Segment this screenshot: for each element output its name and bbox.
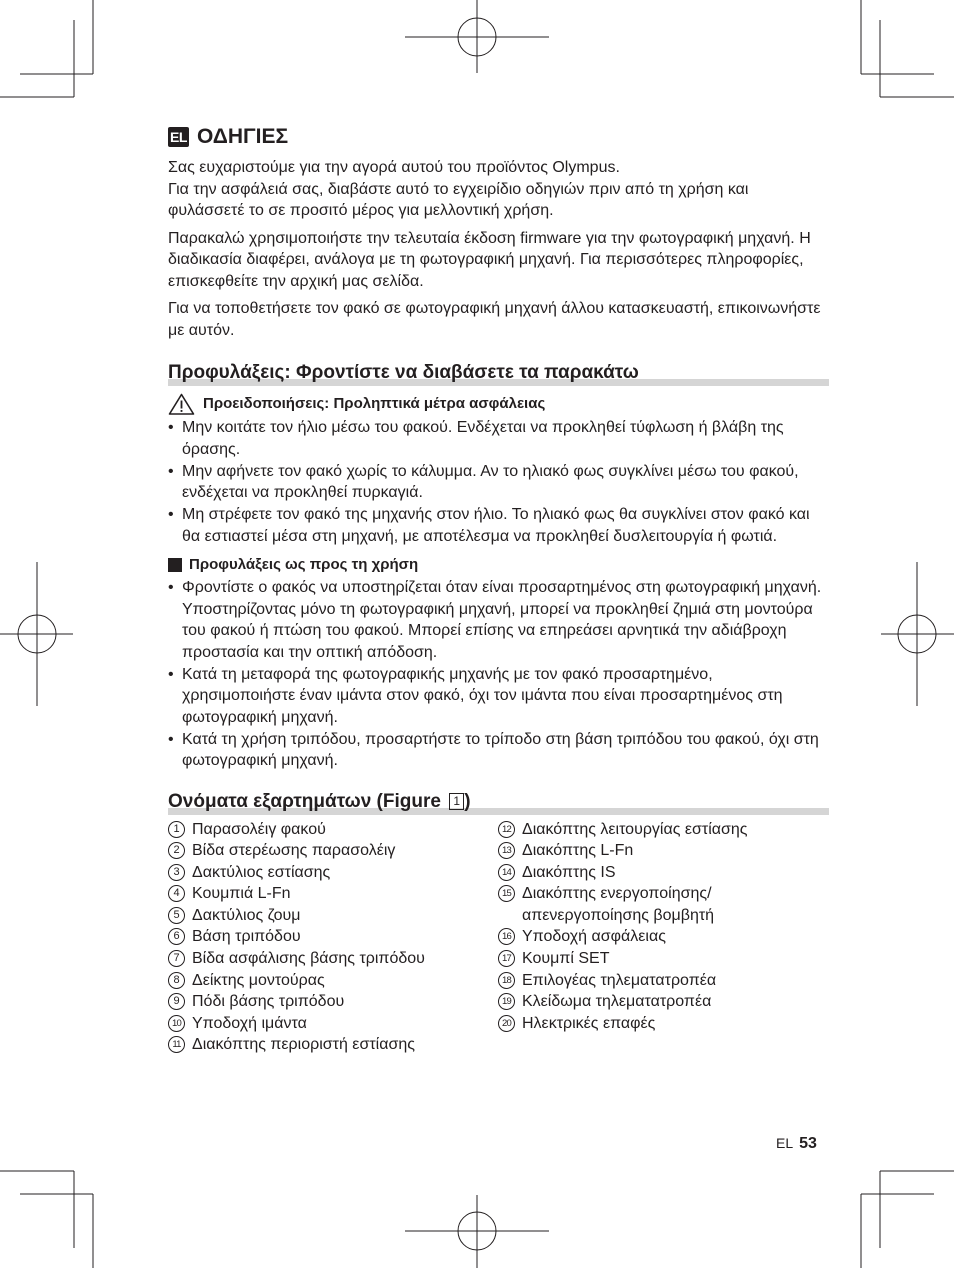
parts-heading-label: Ονόματα εξαρτημάτων (Figure: [168, 790, 441, 812]
circled-number: 3: [168, 864, 185, 881]
intro-paragraph-1: [168, 157, 828, 222]
list-item-text: Μην αφήνετε τον φακό χωρίς το κάλυμμα. Αν το ηλιακό φως συγκλίνει μέσω του φακού, ενδέχεται να προκληθεί πυρκαγιά.: [182, 462, 799, 501]
circled-number: 16: [498, 928, 515, 945]
manual-page: [168, 124, 828, 1056]
circled-number: 1: [168, 821, 185, 838]
part-label: Πόδι βάσης τριπόδου: [192, 993, 345, 1011]
circled-number: 20: [498, 1015, 515, 1032]
part-label: Κουμπιά L-Fn: [192, 885, 291, 903]
part-label: Παρασολέιγ φακού: [192, 820, 326, 838]
list-item-text: Φροντίστε ο φακός να υποστηρίζεται όταν είναι προσαρτημένος στη φωτογραφική μηχανή. Υποστηρίζοντας μόνο τη φωτογραφική μηχανή, μπορεί να προκληθεί ζημιά στη μοντούρα του φακού ή πτώση του φακού. Μπορεί επίσης να επηρεάσει αρνητικά την αδιάβροχη προστασία και την οπτική απόδοση.: [182, 579, 822, 661]
part-item: [498, 991, 828, 1013]
part-item: [498, 840, 828, 862]
part-item: [168, 926, 498, 948]
part-label: Κλείδωμα τηλεματατροπέα: [522, 993, 712, 1011]
part-item: [498, 1013, 828, 1035]
warnings-heading-text: Προειδοποιήσεις: Προληπτικά μέτρα ασφάλειας: [203, 395, 546, 412]
list-item-text: Κατά τη χρήση τριπόδου, προσαρτήστε το τρίποδο στη βάση τριπόδου του φακού, όχι στη φωτογραφική μηχανή.: [182, 730, 819, 769]
part-item: [168, 1013, 498, 1035]
footer-language: EL: [776, 1135, 794, 1151]
part-item: [498, 819, 828, 841]
part-label: Βίδα στερέωσης παρασολέιγ: [192, 842, 396, 860]
part-item: [498, 948, 828, 970]
part-item: [168, 905, 498, 927]
circled-number: 2: [168, 842, 185, 859]
page-footer: [776, 1133, 817, 1154]
intro-text-2: Παρακαλώ χρησιμοποιήστε την τελευταία έκδοση firmware για την φωτογραφική μηχανή. Η διαδικασία διαφέρει, ανάλογα με τη φωτογραφική μηχανή. Για περισσότερες πληροφορίες, επισκεφθείτε την αρχική μας σελίδα.: [168, 229, 811, 290]
list-item-text: Μην κοιτάτε τον ήλιο μέσω του φακού. Ενδέχεται να προκληθεί τύφλωση ή βλάβη της όρασης.: [182, 419, 784, 458]
part-item: [168, 970, 498, 992]
part-label: Κουμπί SET: [522, 950, 610, 968]
part-item: [168, 862, 498, 884]
intro-text-1: Σας ευχαριστούμε για την αγορά αυτού του προϊόντος Olympus. Για την ασφάλειά σας, διαβάστε αυτό το εγχειρίδιο οδηγιών πριν από τη χρήση και φυλάσσετέ το σε προσιτό μέρος για μελλοντική χρήση.: [168, 159, 749, 219]
circled-number: 4: [168, 885, 185, 902]
list-item: • Μη στρέφετε τον φακό της μηχανής στον ήλιο. Το ηλιακό φως θα συγκλίνει στον φακό και θα εστιαστεί μέσα στη μηχανή, με αποτέλεσμα να προκληθεί δυσλειτουργία ή φωτιά.: [168, 506, 810, 545]
part-label: Δακτύλιος εστίασης: [192, 863, 331, 881]
part-item: [168, 991, 498, 1013]
part-label: Διακόπτης IS: [522, 863, 616, 881]
part-label: Βίδα ασφάλισης βάσης τριπόδου: [192, 950, 425, 968]
part-item: [168, 819, 498, 841]
part-item: [498, 883, 828, 926]
part-label: Επιλογέας τηλεματατροπέα: [522, 971, 717, 989]
parts-column-left: [168, 819, 498, 1057]
circled-number: 11: [168, 1036, 185, 1053]
part-label: Υποδοχή ασφάλειας: [522, 928, 666, 946]
page-title: [168, 124, 828, 150]
usage-heading-text: Προφυλάξεις ως προς τη χρήση: [189, 556, 419, 573]
list-item: • Κατά τη χρήση τριπόδου, προσαρτήστε το τρίποδο στη βάση τριπόδου του φακού, όχι στη φωτογραφική μηχανή.: [168, 730, 819, 769]
circled-number: 6: [168, 928, 185, 945]
black-square-icon: [168, 558, 182, 572]
warnings-list: [168, 417, 828, 547]
parts-column-right: [498, 819, 828, 1057]
circled-number: 19: [498, 993, 515, 1010]
parts-heading: [168, 790, 828, 814]
part-label: Διακόπτης ενεργοποίησης/ απενεργοποίησης βομβητή: [522, 885, 715, 924]
precautions-heading: [168, 361, 828, 385]
parts-heading-text: [168, 791, 471, 812]
part-label: Ηλεκτρικές επαφές: [522, 1014, 656, 1032]
circled-number: 18: [498, 972, 515, 989]
figure-number-box: 1: [449, 793, 464, 810]
parts-heading-close: ): [464, 790, 471, 812]
list-item: • Κατά τη μεταφορά της φωτογραφικής μηχανής με τον φακό προσαρτημένο, χρησιμοποιήστε έναν ιμάντα στον φακό, όχι τον ιμάντα που είναι προσαρτημένος στη φωτογραφική μηχανή.: [168, 665, 783, 726]
parts-list: [168, 819, 828, 1057]
circled-number: 8: [168, 972, 185, 989]
circled-number: 17: [498, 950, 515, 967]
part-label: Βάση τριπόδου: [192, 928, 301, 946]
page-number: 53: [799, 1135, 817, 1152]
intro-paragraph-3: [168, 298, 828, 341]
part-label: Δακτύλιος ζουμ: [192, 906, 301, 924]
list-item-text: Μη στρέφετε τον φακό της μηχανής στον ήλιο. Το ηλιακό φως θα συγκλίνει στον φακό και θα εστιαστεί μέσα στη μηχανή, με αποτέλεσμα να προκληθεί δυσλειτουργία ή φωτιά.: [182, 506, 810, 545]
circled-number: 5: [168, 907, 185, 924]
part-item: [168, 948, 498, 970]
circled-number: 12: [498, 821, 515, 838]
list-item: • Μην αφήνετε τον φακό χωρίς το κάλυμμα. Αν το ηλιακό φως συγκλίνει μέσω του φακού, ενδέχεται να προκληθεί πυρκαγιά.: [168, 462, 799, 501]
part-label: Διακόπτης περιοριστή εστίασης: [192, 1036, 415, 1054]
part-label: Διακόπτης λειτουργίας εστίασης: [522, 820, 748, 838]
warning-triangle-icon: [168, 393, 195, 415]
part-item: [168, 883, 498, 905]
title-text: ΟΔΗΓΙΕΣ: [197, 125, 289, 148]
part-item: [498, 926, 828, 948]
warnings-subheading: [168, 393, 828, 415]
list-item: • Φροντίστε ο φακός να υποστηρίζεται όταν είναι προσαρτημένος στη φωτογραφική μηχανή. Υποστηρίζοντας μόνο τη φωτογραφική μηχανή, μπορεί να προκληθεί ζημιά στη μοντούρα του φακού ή πτώση του φακού. Μπορεί επίσης να επηρεάσει αρνητικά την αδιάβροχη προστασία και την οπτική απόδοση.: [168, 579, 822, 661]
precautions-heading-text: Προφυλάξεις: Φροντίστε να διαβάσετε τα παρακάτω: [168, 362, 639, 383]
list-item-text: Κατά τη μεταφορά της φωτογραφικής μηχανής με τον φακό προσαρτημένο, χρησιμοποιήστε έναν ιμάντα στον φακό, όχι τον ιμάντα που είναι προσαρτημένος στη φωτογραφική μηχανή.: [182, 665, 783, 726]
part-label: Δείκτης μοντούρας: [192, 971, 325, 989]
circled-number: 15: [498, 885, 515, 902]
list-item: • Μην κοιτάτε τον ήλιο μέσω του φακού. Ενδέχεται να προκληθεί τύφλωση ή βλάβη της όρασης.: [168, 419, 784, 458]
circled-number: 14: [498, 864, 515, 881]
usage-subheading: [168, 555, 828, 575]
intro-text-3: Για να τοποθετήσετε τον φακό σε φωτογραφική μηχανή άλλου κατασκευαστή, επικοινωνήστε με αυτόν.: [168, 300, 821, 339]
circled-number: 10: [168, 1015, 185, 1032]
part-item: [498, 862, 828, 884]
usage-list: [168, 577, 828, 772]
circled-number: 7: [168, 950, 185, 967]
intro-paragraph-2: [168, 228, 828, 293]
circled-number: 13: [498, 842, 515, 859]
circled-number: 9: [168, 993, 185, 1010]
language-badge: EL: [168, 127, 189, 147]
part-label: Υποδοχή ιμάντα: [192, 1014, 307, 1032]
part-label: Διακόπτης L-Fn: [522, 842, 634, 860]
part-item: [168, 840, 498, 862]
part-item: [168, 1034, 498, 1056]
part-item: [498, 970, 828, 992]
